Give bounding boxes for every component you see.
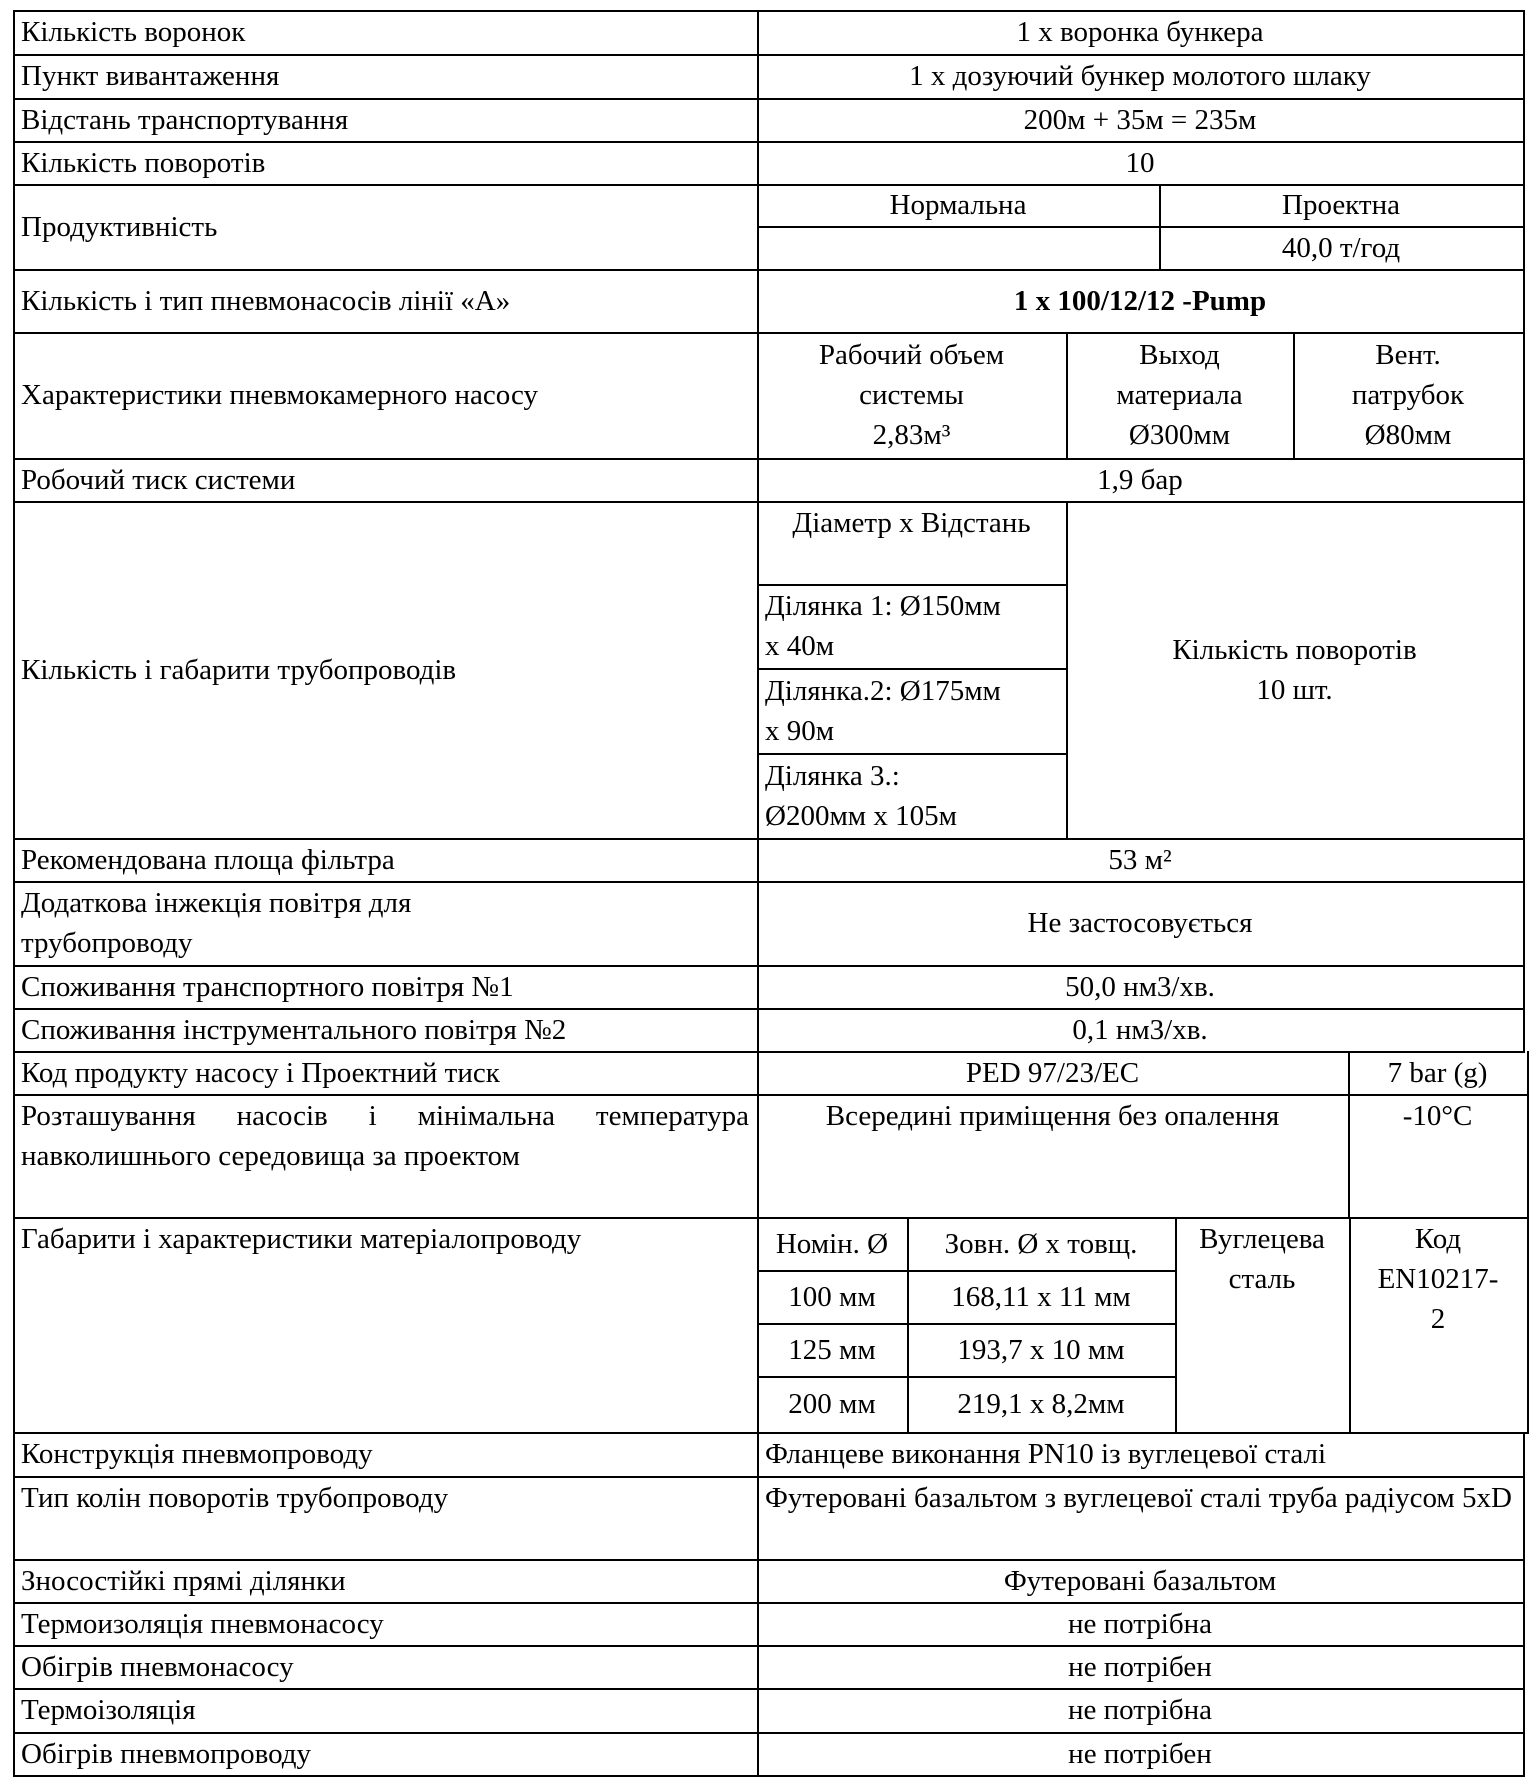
row-label-text: Код продукту насосу і Проектний тиск xyxy=(21,1056,500,1089)
row-value-text: 10 xyxy=(1125,146,1155,179)
row-label xyxy=(13,501,759,840)
row-label xyxy=(13,1688,759,1734)
row-label-text: Розташування насосів і мінімальна температура навколишнього середовища за проектом xyxy=(21,1100,749,1172)
productivity-normal-header-cell xyxy=(757,184,1161,228)
row-value xyxy=(757,1688,1525,1734)
pipe-outer-text: 219,1 х 8,2мм xyxy=(957,1388,1125,1420)
row-label-text: Споживання транспортного повітря №1 xyxy=(21,970,514,1003)
row-value xyxy=(757,965,1525,1010)
row-value xyxy=(757,1732,1525,1777)
row-label xyxy=(13,1476,759,1561)
row-value xyxy=(757,1008,1525,1053)
row-label-text: Кількість і тип пневмонасосів лінії «А» xyxy=(21,284,511,317)
pipeline-section-cell xyxy=(757,753,1068,840)
pump-volume-text: Рабочий объем системы 2,83м³ xyxy=(818,339,1005,451)
pipeline-header-cell xyxy=(757,501,1068,586)
row-label xyxy=(13,54,759,100)
pump-outlet-text: Выход материала Ø300мм xyxy=(1116,339,1243,451)
pipe-outer-text: 193,7 х 10 мм xyxy=(957,1333,1125,1366)
pump-type-value-cell xyxy=(757,269,1525,334)
pipeline-turns-cell xyxy=(1066,501,1525,840)
pipeline-section-text: Ділянка 1: Ø150мм х 40м xyxy=(765,590,1001,662)
pump-volume-cell xyxy=(757,332,1068,460)
row-label-text: Кількість поворотів xyxy=(21,146,266,179)
row-value-text: 0,1 нм3/хв. xyxy=(1072,1013,1208,1046)
row-value xyxy=(757,1602,1525,1647)
row-value-text: не потрібен xyxy=(1068,1737,1212,1770)
min-temperature-value-text: -10°C xyxy=(1402,1100,1473,1132)
pipe-nominal-text: 125 мм xyxy=(788,1333,876,1366)
productivity-design-header-cell xyxy=(1159,184,1525,228)
location-value-text: Всередині приміщення без опалення xyxy=(825,1100,1280,1132)
row-value xyxy=(757,458,1525,503)
pipe-code-cell xyxy=(1349,1217,1529,1434)
row-label xyxy=(13,184,759,271)
pipeline-section-cell xyxy=(757,668,1068,755)
productivity-normal-header-text: Нормальна xyxy=(889,189,1027,221)
pipe-col-nominal-cell xyxy=(757,1217,909,1272)
pipe-nominal-text: 100 мм xyxy=(788,1280,876,1313)
row-label-text: Тип колін поворотів трубопроводу xyxy=(21,1482,449,1514)
row-label-text: Споживання інструментального повітря №2 xyxy=(21,1013,567,1046)
pump-outlet-cell xyxy=(1066,332,1295,460)
row-value xyxy=(757,1476,1525,1561)
row-label-text: Відстань транспортування xyxy=(21,103,349,136)
pipeline-section-text: Ділянка.2: Ø175мм х 90м xyxy=(765,674,1001,747)
row-label xyxy=(13,1732,759,1777)
pipe-outer-cell xyxy=(907,1323,1177,1378)
row-value-text: 200м + 35м = 235м xyxy=(1023,103,1257,136)
pipe-code-text: Код EN10217- 2 xyxy=(1377,1223,1499,1335)
pipe-outer-text: 168,11 х 11 мм xyxy=(951,1280,1131,1313)
row-value xyxy=(757,141,1525,186)
pipe-material-cell xyxy=(1175,1217,1351,1434)
row-label-text: Термоизоляція пневмонасосу xyxy=(21,1607,384,1640)
row-label-text: Рекомендована площа фільтра xyxy=(21,843,395,876)
row-value-text: Футеровані базальтом з вуглецевої сталі труба радіусом 5хD xyxy=(765,1482,1512,1514)
pipe-nominal-cell xyxy=(757,1376,909,1434)
row-value-text: 53 м² xyxy=(1108,843,1172,876)
row-label xyxy=(13,1094,759,1219)
row-label xyxy=(13,332,759,460)
row-label-text: Обігрів пневмонасосу xyxy=(21,1650,294,1683)
row-value xyxy=(757,881,1525,967)
row-label xyxy=(13,1559,759,1604)
row-value xyxy=(757,10,1525,56)
row-label-text: Термоізоляція xyxy=(21,1694,196,1726)
row-label xyxy=(13,965,759,1010)
row-value xyxy=(757,1432,1525,1478)
productivity-normal-value-cell xyxy=(757,226,1161,271)
row-label xyxy=(13,1051,759,1096)
productivity-design-value-text: 40,0 т/год xyxy=(1281,231,1401,264)
pipeline-turns-text: Кількість поворотів 10 шт. xyxy=(1172,633,1417,706)
row-value xyxy=(757,838,1525,883)
pipe-outer-cell xyxy=(907,1270,1177,1325)
row-label xyxy=(13,881,759,967)
pump-vent-cell xyxy=(1293,332,1525,460)
row-label-text: Конструкція пневмопроводу xyxy=(21,1438,373,1470)
row-label-text: Габарити і характеристики матеріалопроводу xyxy=(21,1223,582,1255)
row-label xyxy=(13,1645,759,1690)
row-value-text: не потрібна xyxy=(1067,1694,1212,1726)
row-value xyxy=(757,98,1525,143)
row-label xyxy=(13,1432,759,1478)
pump-vent-text: Вент. патрубок Ø80мм xyxy=(1351,339,1465,451)
row-value-text: не потрібен xyxy=(1068,1650,1212,1683)
row-label xyxy=(13,1008,759,1053)
pipe-nominal-text: 200 мм xyxy=(788,1388,876,1420)
pipe-nominal-cell xyxy=(757,1270,909,1325)
row-label-text: Зносостійкі прямі ділянки xyxy=(21,1564,346,1597)
pipe-col-nominal-text: Номін. Ø xyxy=(775,1227,889,1260)
pipe-outer-cell xyxy=(907,1376,1177,1434)
row-value-text: Не застосовується xyxy=(1027,907,1253,939)
row-value-text: 50,0 нм3/хв. xyxy=(1065,970,1215,1003)
row-label-text: Продуктивність xyxy=(21,210,218,243)
row-label-text: Робочий тиск системи xyxy=(21,463,296,496)
row-value-text: 1 х воронка бункера xyxy=(1016,16,1264,48)
pipe-col-outer-text: Зовн. Ø х товщ. xyxy=(944,1227,1138,1260)
row-label xyxy=(13,10,759,56)
pipeline-section-cell xyxy=(757,584,1068,670)
row-value-text: Футеровані базальтом xyxy=(1003,1564,1277,1597)
row-value-text: 1,9 бар xyxy=(1097,463,1183,496)
pump-type-value-text: 1 х 100/12/12 -Pump xyxy=(1013,284,1267,317)
pipe-col-outer-cell xyxy=(907,1217,1177,1272)
row-label-text: Пункт вивантаження xyxy=(21,60,280,92)
productivity-design-value-cell xyxy=(1159,226,1525,271)
row-label-text: Обігрів пневмопроводу xyxy=(21,1737,312,1770)
row-label xyxy=(13,98,759,143)
row-label xyxy=(13,458,759,503)
row-label xyxy=(13,838,759,883)
row-value-text: Фланцеве виконання PN10 із вуглецевої сталі xyxy=(765,1438,1327,1470)
row-value xyxy=(757,1559,1525,1604)
product-code-value-cell xyxy=(757,1051,1350,1096)
row-label-text: Кількість воронок xyxy=(21,16,246,48)
pipeline-header-text: Діаметр х Відстань xyxy=(792,507,1031,539)
row-label xyxy=(13,141,759,186)
row-label-text: Характеристики пневмокамерного насосу xyxy=(21,379,539,411)
row-label xyxy=(13,1602,759,1647)
pipe-material-text: Вуглецева сталь xyxy=(1199,1223,1325,1295)
row-value-text: 1 х дозуючий бункер молотого шлаку xyxy=(909,60,1371,92)
pipeline-section-text: Ділянка 3.: Ø200мм х 105м xyxy=(765,759,957,832)
min-temperature-value-cell xyxy=(1348,1094,1529,1219)
row-label xyxy=(13,1217,759,1434)
row-value xyxy=(757,54,1525,100)
location-value-cell xyxy=(757,1094,1350,1219)
design-pressure-value-text: 7 bar (g) xyxy=(1387,1056,1488,1089)
row-value-text: не потрібна xyxy=(1067,1607,1212,1640)
product-code-value-text: PED 97/23/EC xyxy=(965,1056,1140,1089)
row-label-text: Додаткова інжекція повітря для трубопроводу xyxy=(21,887,412,959)
design-pressure-value-cell xyxy=(1348,1051,1529,1096)
row-label-text: Кількість і габарити трубопроводів xyxy=(21,653,457,686)
row-value xyxy=(757,1645,1525,1690)
pipe-nominal-cell xyxy=(757,1323,909,1378)
row-label xyxy=(13,269,759,334)
productivity-design-header-text: Проектна xyxy=(1282,189,1400,221)
